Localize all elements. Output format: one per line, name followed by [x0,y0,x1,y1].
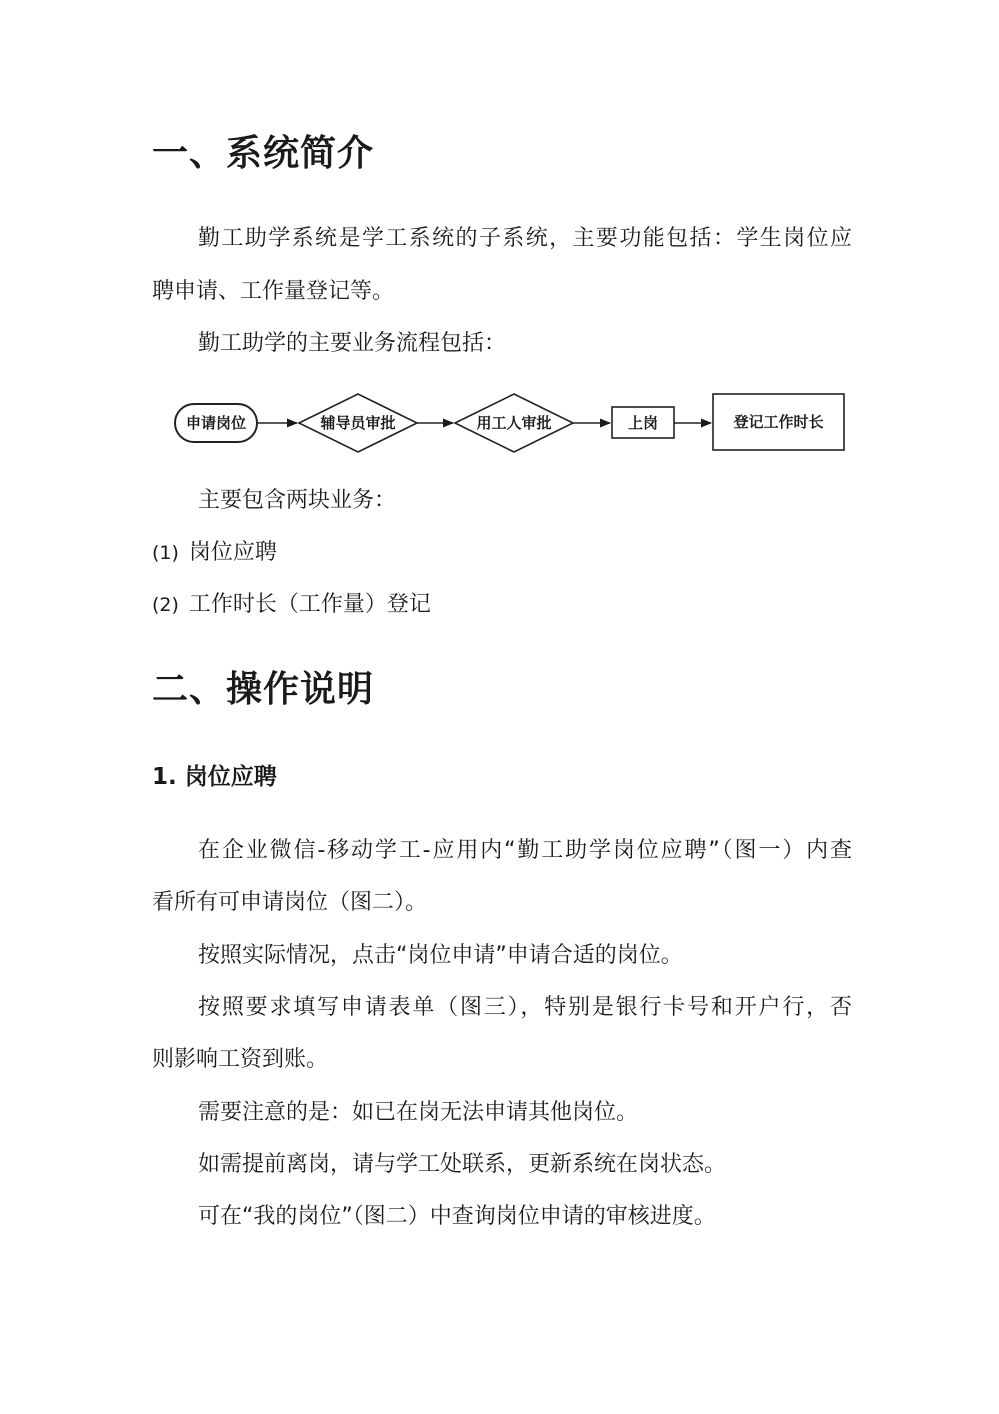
flow-step-employer-approval [455,394,573,452]
flow-step-onboard [612,407,674,438]
flow-step-counselor-approval [299,394,417,452]
business-item-1-number: (1) [152,542,179,564]
flow-step-log-hours [713,394,844,450]
process-flowchart [170,388,850,458]
subsection-title: 1. 岗位应聘 [152,764,277,790]
business-item-2 [152,590,431,620]
business-item-2-number: (2) [152,594,179,616]
business-intro: 主要包含两块业务： [198,488,397,513]
para1-line2: 看所有可申请岗位（图二）。 [152,890,428,915]
flow-step-log-hours-label: 登记工作时长 [733,413,824,431]
para1-line1: 在企业微信-移动学工-应用内“勤工助学岗位应聘”（图一）内查 [198,838,852,863]
section2-title: 二、操作说明 [152,669,375,710]
flow-intro: 勤工助学的主要业务流程包括： [198,331,507,356]
intro-line1: 勤工助学系统是学工系统的子系统，主要功能包括：学生岗位应 [198,226,852,251]
flow-step-onboard-label: 上岗 [627,414,659,432]
para5: 如需提前离岗，请与学工处联系，更新系统在岗状态。 [198,1152,727,1177]
para3-line1: 按照要求填写申请表单（图三），特别是银行卡号和开户行，否 [198,995,852,1020]
para4: 需要注意的是：如已在岗无法申请其他岗位。 [198,1100,639,1125]
intro-line2: 聘申请、工作量登记等。 [152,279,395,304]
business-item-2-text: 工作时长（工作量）登记 [188,592,431,617]
flow-step-employer-approval-label: 用工人审批 [476,414,552,432]
para6: 可在“我的岗位”（图二）中查询岗位申请的审核进度。 [198,1204,716,1229]
flow-step-counselor-approval-label: 辅导员审批 [320,414,396,432]
para3-line2: 则影响工资到账。 [152,1047,329,1072]
flow-step-apply [175,404,257,442]
business-item-1 [152,538,277,568]
business-item-1-text: 岗位应聘 [188,540,277,565]
section1-title: 一、系统简介 [152,133,375,174]
flow-step-apply-label: 申请岗位 [185,414,247,432]
para2: 按照实际情况，点击“岗位申请”申请合适的岗位。 [198,943,683,968]
